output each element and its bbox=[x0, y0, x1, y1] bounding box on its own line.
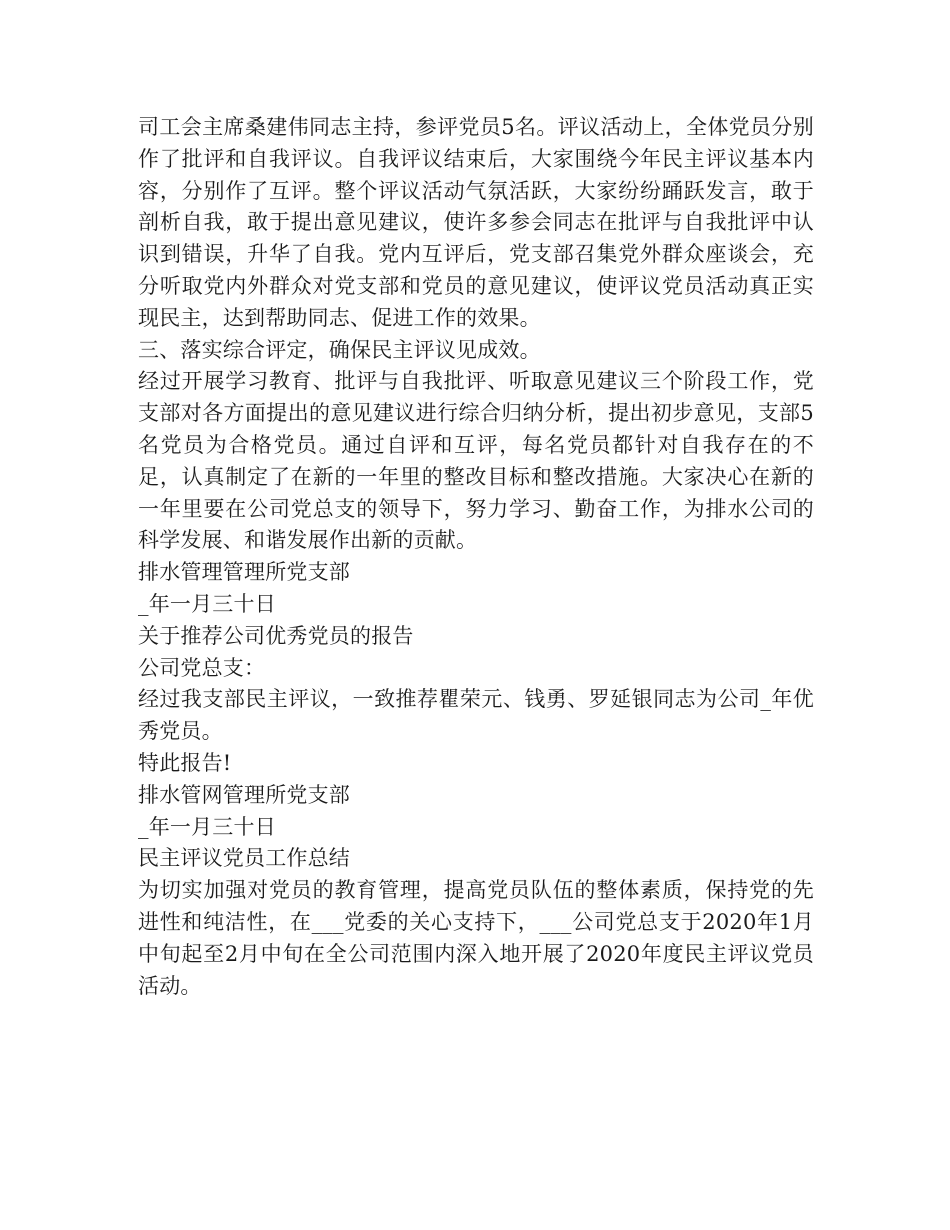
signature-branch-1: 排水管理管理所党支部 bbox=[138, 560, 350, 585]
report-addressee: 公司党总支： bbox=[138, 655, 266, 680]
document-page bbox=[138, 112, 814, 1002]
paragraph-evaluation: 经过开展学习教育、批评与自我批评、听取意见建议三个阶段工作，党支部对各方面提出的意见建议进行综合归纳分析，提出初步意见，支部5名党员为合格党员。通过自评和互评，每名党员都针对自我存在的不足，认真制定了在新的一年里的整改目标和整改措施。大家决心在新的一年里要在公司党总支的领导下，努力学习、勤奋工作，为排水公司的科学发展、和谐发展作出新的贡献。 bbox=[138, 369, 814, 553]
date-line-1: _年一月三十日 bbox=[138, 591, 276, 616]
section-heading-3: 三、落实综合评定，确保民主评议见成效。 bbox=[138, 337, 541, 362]
signature-branch-2: 排水管网管理所党支部 bbox=[138, 782, 350, 807]
summary-title: 民主评议党员工作总结 bbox=[138, 846, 350, 871]
summary-intro: 为切实加强对党员的教育管理，提高党员队伍的整体素质，保持党的先进性和纯洁性，在___党委的关心支持下，___公司党总支于2020年1月中旬起至2月中旬在全公司范围内深入地开展了2020年度民主评议党员活动。 bbox=[138, 878, 814, 998]
report-title: 关于推荐公司优秀党员的报告 bbox=[138, 623, 414, 648]
paragraph-review-activity: 司工会主席桑建伟同志主持，参评党员5名。评议活动上，全体党员分别作了批评和自我评议。自我评议结束后，大家围绕今年民主评议基本内容，分别作了互评。整个评议活动气氛活跃，大家纷纷踊跃发言，敢于剖析自我，敢于提出意见建议，使许多参会同志在批评与自我批评中认识到错误，升华了自我。党内互评后，党支部召集党外群众座谈会，充分听取党内外群众对党支部和党员的意见建议，使评议党员活动真正实现民主，达到帮助同志、促进工作的效果。 bbox=[138, 115, 814, 330]
date-line-2: _年一月三十日 bbox=[138, 814, 276, 839]
report-body: 经过我支部民主评议，一致推荐瞿荣元、钱勇、罗延银同志为公司_年优秀党员。 bbox=[138, 687, 814, 744]
report-closing: 特此报告! bbox=[138, 750, 232, 775]
